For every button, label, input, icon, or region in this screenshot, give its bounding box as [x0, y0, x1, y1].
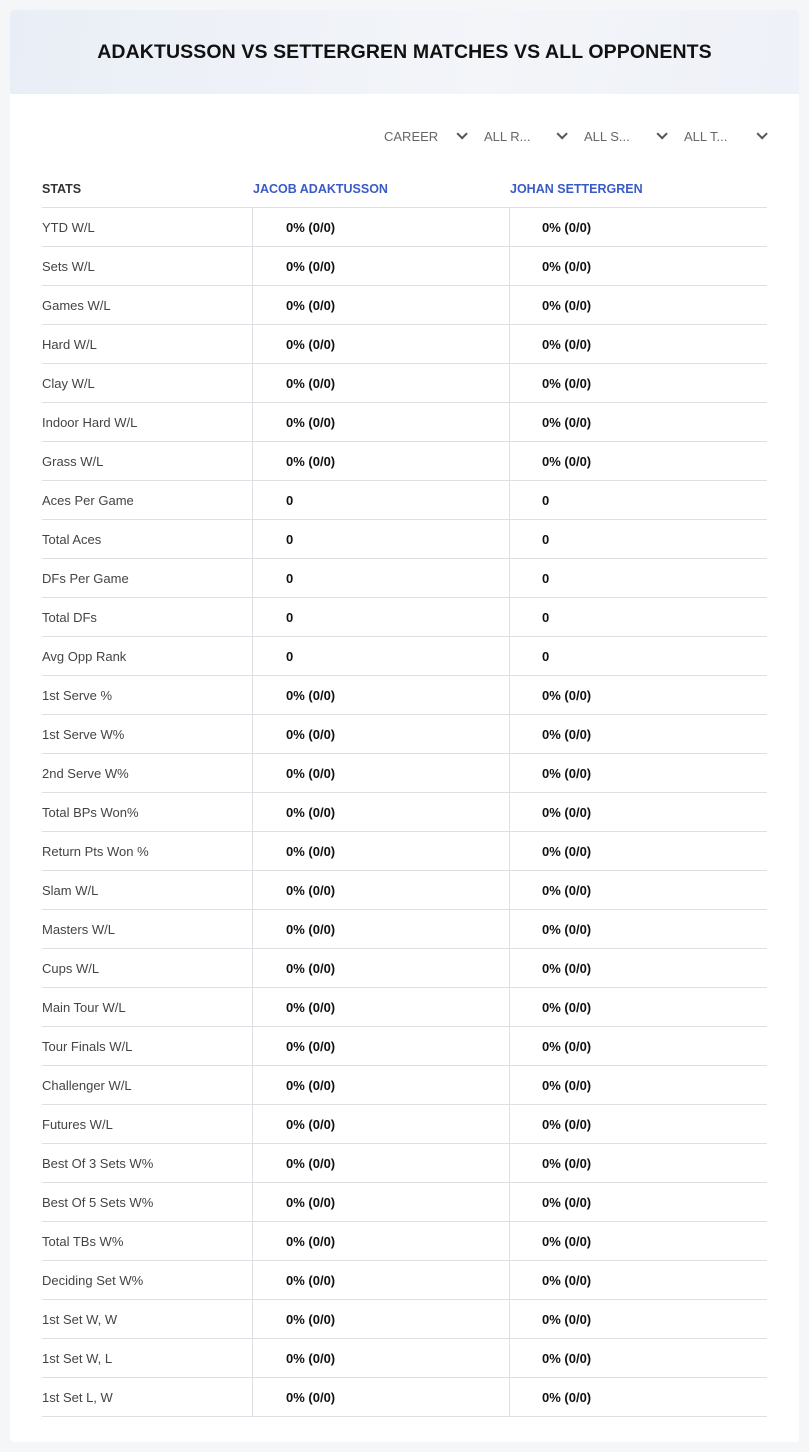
stat-label: Best Of 5 Sets W% [42, 1183, 253, 1221]
player2-value: 0% (0/0) [542, 1389, 592, 1405]
filter-period-value: CAREER [384, 128, 439, 144]
stat-label: 1st Set W, W [42, 1300, 253, 1338]
player2-value: 0% (0/0) [542, 726, 592, 742]
player2-value: 0% (0/0) [542, 687, 592, 703]
chevron-down-icon [556, 128, 567, 139]
player2-value: 0% (0/0) [542, 1194, 592, 1210]
stat-label: Total TBs W% [42, 1222, 253, 1260]
stats-column-header: STATS [42, 181, 82, 196]
table-row [42, 1339, 767, 1378]
stat-label: Challenger W/L [42, 1066, 253, 1104]
player1-value: 0% (0/0) [253, 208, 510, 246]
player1-value: 0% (0/0) [253, 1339, 510, 1377]
table-row [42, 520, 767, 559]
table-row [42, 988, 767, 1027]
player1-value: 0% (0/0) [253, 793, 510, 831]
player1-value: 0% (0/0) [253, 403, 510, 441]
filter-tournaments-dropdown[interactable] [678, 126, 778, 146]
player1-value: 0% (0/0) [253, 988, 510, 1026]
player2-value: 0 [542, 648, 550, 664]
table-row [42, 754, 767, 793]
player1-value: 0% (0/0) [253, 247, 510, 285]
stats-table [42, 170, 767, 1417]
player2-value: 0% (0/0) [542, 1272, 592, 1288]
player2-value: 0% (0/0) [542, 960, 592, 976]
stat-label: Slam W/L [42, 871, 253, 909]
player1-value: 0% (0/0) [253, 1105, 510, 1143]
table-row [42, 676, 767, 715]
player1-value: 0% (0/0) [253, 754, 510, 792]
player1-value: 0% (0/0) [253, 949, 510, 987]
player1-value: 0 [253, 598, 510, 636]
stat-label: Avg Opp Rank [42, 637, 253, 675]
player2-value: 0 [542, 609, 550, 625]
stat-label: Total BPs Won% [42, 793, 253, 831]
filter-surfaces-value: ALL S... [584, 128, 630, 144]
table-row [42, 364, 767, 403]
player1-value: 0% (0/0) [253, 715, 510, 753]
stat-label: 2nd Serve W% [42, 754, 253, 792]
stat-label: Indoor Hard W/L [42, 403, 253, 441]
filter-surfaces-dropdown[interactable] [578, 126, 678, 146]
stat-label: Best Of 3 Sets W% [42, 1144, 253, 1182]
player2-value: 0% (0/0) [542, 999, 592, 1015]
table-body [42, 208, 767, 1417]
stat-label: Main Tour W/L [42, 988, 253, 1026]
player1-value: 0% (0/0) [253, 286, 510, 324]
table-row [42, 1378, 767, 1417]
table-row [42, 481, 767, 520]
table-row [42, 1183, 767, 1222]
stat-label: Total DFs [42, 598, 253, 636]
player2-value: 0 [542, 492, 550, 508]
table-row [42, 1105, 767, 1144]
player2-value: 0 [542, 531, 550, 547]
stat-label: Futures W/L [42, 1105, 253, 1143]
player1-value: 0 [253, 520, 510, 558]
player1-value: 0% (0/0) [253, 1261, 510, 1299]
table-row [42, 910, 767, 949]
stat-label: 1st Serve W% [42, 715, 253, 753]
player1-value: 0% (0/0) [253, 1300, 510, 1338]
player2-value: 0% (0/0) [542, 336, 592, 352]
filter-period-dropdown[interactable] [378, 126, 478, 146]
table-row [42, 1261, 767, 1300]
table-row [42, 1222, 767, 1261]
table-row [42, 1027, 767, 1066]
player2-value: 0% (0/0) [542, 882, 592, 898]
player1-column-header-link[interactable]: JACOB ADAKTUSSON [253, 181, 388, 196]
player1-value: 0% (0/0) [253, 1027, 510, 1065]
player2-value: 0% (0/0) [542, 1077, 592, 1093]
stat-label: Deciding Set W% [42, 1261, 253, 1299]
stat-label: 1st Set W, L [42, 1339, 253, 1377]
chevron-down-icon [656, 128, 667, 139]
player1-value: 0% (0/0) [253, 1183, 510, 1221]
page-header [10, 10, 799, 94]
stat-label: Tour Finals W/L [42, 1027, 253, 1065]
table-row [42, 715, 767, 754]
stat-label: Clay W/L [42, 364, 253, 402]
player2-value: 0% (0/0) [542, 297, 592, 313]
filter-rounds-dropdown[interactable] [478, 126, 578, 146]
stat-label: Hard W/L [42, 325, 253, 363]
table-row [42, 403, 767, 442]
player2-value: 0 [542, 570, 550, 586]
filter-bar [378, 126, 778, 146]
table-row [42, 208, 767, 247]
player1-value: 0 [253, 481, 510, 519]
player2-value: 0% (0/0) [542, 1038, 592, 1054]
table-row [42, 559, 767, 598]
player2-value: 0% (0/0) [542, 375, 592, 391]
stat-label: Aces Per Game [42, 481, 253, 519]
table-row [42, 442, 767, 481]
table-header [42, 170, 767, 208]
player1-value: 0% (0/0) [253, 676, 510, 714]
player2-value: 0% (0/0) [542, 258, 592, 274]
table-row [42, 598, 767, 637]
player2-value: 0% (0/0) [542, 921, 592, 937]
chevron-down-icon [756, 128, 767, 139]
stat-label: 1st Serve % [42, 676, 253, 714]
player1-value: 0% (0/0) [253, 364, 510, 402]
table-row [42, 1066, 767, 1105]
stat-label: Grass W/L [42, 442, 253, 480]
stat-label: Total Aces [42, 520, 253, 558]
player1-value: 0% (0/0) [253, 910, 510, 948]
page-title: ADAKTUSSON VS SETTERGREN MATCHES VS ALL OPPONENTS [97, 40, 712, 63]
stat-label: Games W/L [42, 286, 253, 324]
player2-value: 0% (0/0) [542, 843, 592, 859]
stat-label: Cups W/L [42, 949, 253, 987]
filter-rounds-value: ALL R... [484, 128, 531, 144]
stat-label: Masters W/L [42, 910, 253, 948]
table-row [42, 325, 767, 364]
filter-tournaments-value: ALL T... [684, 128, 728, 144]
table-row [42, 1144, 767, 1183]
player1-value: 0% (0/0) [253, 871, 510, 909]
player2-value: 0% (0/0) [542, 765, 592, 781]
table-row [42, 247, 767, 286]
stat-label: 1st Set L, W [42, 1378, 253, 1416]
player1-value: 0 [253, 637, 510, 675]
player2-value: 0% (0/0) [542, 219, 592, 235]
player1-value: 0% (0/0) [253, 325, 510, 363]
player1-value: 0% (0/0) [253, 1222, 510, 1260]
table-row [42, 793, 767, 832]
stat-label: YTD W/L [42, 208, 253, 246]
table-row [42, 949, 767, 988]
table-row [42, 286, 767, 325]
player1-value: 0% (0/0) [253, 1066, 510, 1104]
player2-column-header-link[interactable]: JOHAN SETTERGREN [510, 181, 643, 196]
table-row [42, 832, 767, 871]
player1-value: 0% (0/0) [253, 1144, 510, 1182]
table-row [42, 1300, 767, 1339]
player1-value: 0 [253, 559, 510, 597]
player2-value: 0% (0/0) [542, 1155, 592, 1171]
player2-value: 0% (0/0) [542, 1116, 592, 1132]
table-row [42, 871, 767, 910]
player1-value: 0% (0/0) [253, 832, 510, 870]
chevron-down-icon [456, 128, 467, 139]
table-row [42, 637, 767, 676]
player1-value: 0% (0/0) [253, 1378, 510, 1416]
stat-label: Sets W/L [42, 247, 253, 285]
stat-label: Return Pts Won % [42, 832, 253, 870]
player2-value: 0% (0/0) [542, 804, 592, 820]
player2-value: 0% (0/0) [542, 414, 592, 430]
player2-value: 0% (0/0) [542, 1311, 592, 1327]
player2-value: 0% (0/0) [542, 453, 592, 469]
player2-value: 0% (0/0) [542, 1233, 592, 1249]
player2-value: 0% (0/0) [542, 1350, 592, 1366]
player1-value: 0% (0/0) [253, 442, 510, 480]
stats-card [10, 10, 799, 1442]
stat-label: DFs Per Game [42, 559, 253, 597]
